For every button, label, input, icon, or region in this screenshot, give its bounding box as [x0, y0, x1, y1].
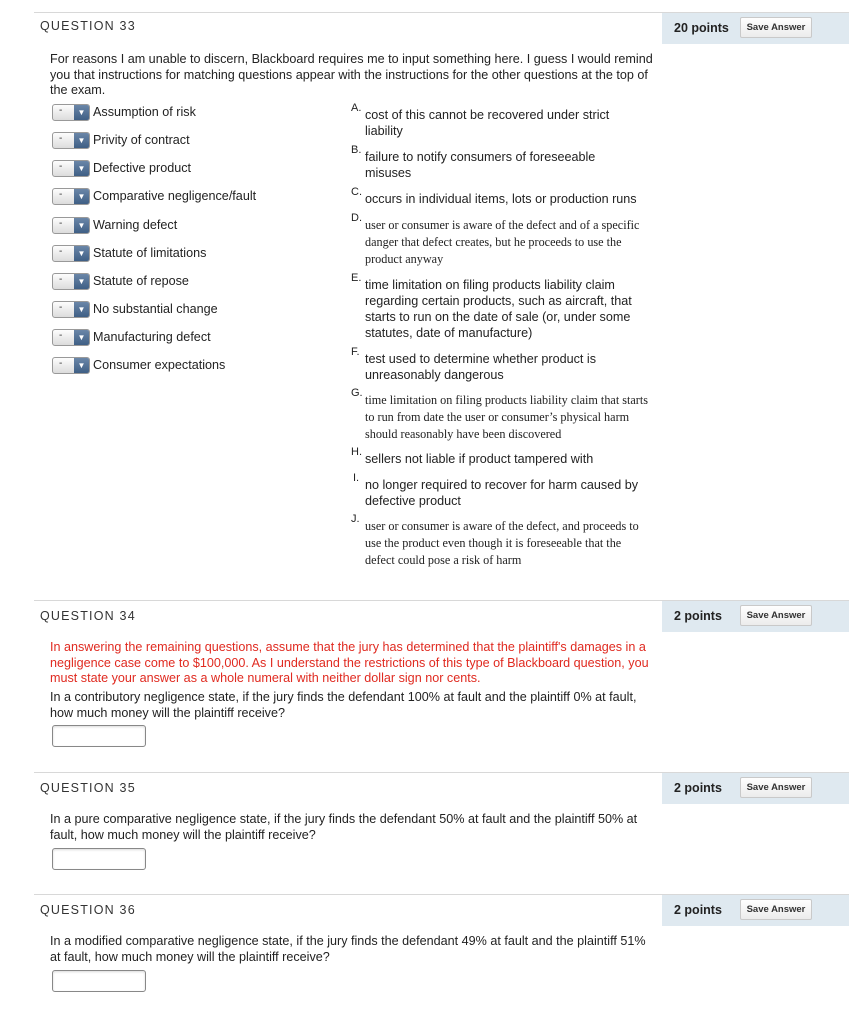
- question-text: In a contributory negligence state, if the jury finds the defendant 100% at fault and the plaintiff 0% at fault, how much money will the plaintiff receive?: [50, 690, 637, 720]
- match-select[interactable]: [52, 104, 90, 121]
- match-select[interactable]: [52, 357, 90, 374]
- question-36: [34, 894, 849, 1025]
- points-label: 2 points: [674, 781, 722, 795]
- option-letter: I.: [353, 472, 360, 484]
- select-value: -: [59, 302, 63, 313]
- match-select[interactable]: [52, 301, 90, 318]
- option-letter: E.: [351, 272, 362, 284]
- option-text: sellers not liable if product tampered with: [365, 452, 594, 466]
- select-value: -: [59, 161, 63, 172]
- match-item-label: Warning defect: [93, 218, 178, 232]
- chevron-down-icon: ▼: [74, 246, 89, 261]
- option-letter: B.: [351, 144, 362, 156]
- question-title: QUESTION 33: [40, 19, 136, 33]
- match-item-label: Defective product: [93, 161, 192, 175]
- points-box: [662, 773, 849, 804]
- option-text: user or consumer is aware of the defect and of a specific danger that defect creates, but he proceeds to use the product anyway: [365, 218, 640, 266]
- match-select[interactable]: [52, 188, 90, 205]
- question-text: In a modified comparative negligence state, if the jury finds the defendant 49% at fault and the plaintiff 51% at fault, how much money will the plaintiff receive?: [50, 934, 646, 964]
- save-answer-button[interactable]: Save Answer: [740, 17, 812, 38]
- match-item-label: Statute of limitations: [93, 246, 207, 260]
- option-letter: C.: [351, 186, 362, 198]
- option-letter: H.: [351, 446, 362, 458]
- chevron-down-icon: ▼: [74, 161, 89, 176]
- chevron-down-icon: ▼: [74, 302, 89, 317]
- match-select[interactable]: [52, 245, 90, 262]
- select-value: -: [59, 330, 63, 341]
- option-letter: A.: [351, 102, 362, 114]
- select-value: -: [59, 105, 63, 116]
- save-answer-button[interactable]: Save Answer: [740, 777, 812, 798]
- option-text: failure to notify consumers of foreseeable misuses: [365, 150, 596, 180]
- question-34: [34, 600, 849, 773]
- match-item-label: Assumption of risk: [93, 105, 196, 119]
- chevron-down-icon: ▼: [74, 274, 89, 289]
- match-item-label: No substantial change: [93, 302, 218, 316]
- question-title: QUESTION 34: [40, 609, 136, 623]
- option-text: user or consumer is aware of the defect, and proceeds to use the product even though it is foreseeable that the defect could pose a risk of harm: [365, 519, 639, 567]
- option-text: test used to determine whether product is unreasonably dangerous: [365, 352, 597, 382]
- answer-input[interactable]: [52, 848, 146, 870]
- question-text: In a pure comparative negligence state, if the jury finds the defendant 50% at fault and the plaintiff 50% at fault, how much money will the plaintiff receive?: [50, 812, 638, 842]
- option-text: time limitation on filing products liability claim regarding certain products, such as aircraft, that starts to run on the date of sale (or, under some statutes, date of manufacture): [365, 278, 632, 340]
- select-value: -: [59, 218, 63, 229]
- points-box: [662, 601, 849, 632]
- question-35: [34, 772, 849, 895]
- points-label: 2 points: [674, 609, 722, 623]
- select-value: -: [59, 189, 63, 200]
- option-letter: F.: [351, 346, 360, 358]
- match-select[interactable]: [52, 160, 90, 177]
- select-value: -: [59, 133, 63, 144]
- question-title: QUESTION 35: [40, 781, 136, 795]
- option-letter: J.: [351, 513, 360, 525]
- chevron-down-icon: ▼: [74, 330, 89, 345]
- select-value: -: [59, 246, 63, 257]
- match-select[interactable]: [52, 273, 90, 290]
- option-text: occurs in individual items, lots or production runs: [365, 192, 637, 206]
- answer-input[interactable]: [52, 970, 146, 992]
- match-item-label: Manufacturing defect: [93, 330, 211, 344]
- points-label: 2 points: [674, 903, 722, 917]
- option-letter: G.: [351, 387, 363, 399]
- chevron-down-icon: ▼: [74, 133, 89, 148]
- match-item-label: Consumer expectations: [93, 358, 226, 372]
- question-note: In answering the remaining questions, assume that the jury has determined that the plaintiff's damages in a negligence case come to $100,000. As I understand the restrictions of this type of Blackboard question, you must state your answer as a whole numeral with neither dollar sign nor cents.: [50, 640, 649, 685]
- save-answer-button[interactable]: Save Answer: [740, 899, 812, 920]
- match-select[interactable]: [52, 132, 90, 149]
- select-value: -: [59, 274, 63, 285]
- match-item-label: Privity of contract: [93, 133, 190, 147]
- match-item-label: Statute of repose: [93, 274, 189, 288]
- points-box: [662, 895, 849, 926]
- match-select[interactable]: [52, 217, 90, 234]
- match-select[interactable]: [52, 329, 90, 346]
- chevron-down-icon: ▼: [74, 189, 89, 204]
- option-text: no longer required to recover for harm caused by defective product: [365, 478, 639, 508]
- match-item-label: Comparative negligence/fault: [93, 189, 257, 203]
- save-answer-button[interactable]: Save Answer: [740, 605, 812, 626]
- option-text: cost of this cannot be recovered under strict liability: [365, 108, 610, 138]
- points-label: 20 points: [674, 21, 729, 35]
- chevron-down-icon: ▼: [74, 218, 89, 233]
- option-text: time limitation on filing products liability claim that starts to run from date the user or consumer’s physical harm should reasonably have been discovered: [365, 393, 648, 441]
- option-letter: D.: [351, 212, 362, 224]
- select-value: -: [59, 358, 63, 369]
- chevron-down-icon: ▼: [74, 358, 89, 373]
- chevron-down-icon: ▼: [74, 105, 89, 120]
- question-instructions: For reasons I am unable to discern, Blackboard requires me to input something here. I guess I would remind you that instructions for matching questions appear with the instructions for the other questions at the top of the exam.: [50, 52, 653, 97]
- question-title: QUESTION 36: [40, 903, 136, 917]
- points-box: [662, 13, 849, 44]
- answer-input[interactable]: [52, 725, 146, 747]
